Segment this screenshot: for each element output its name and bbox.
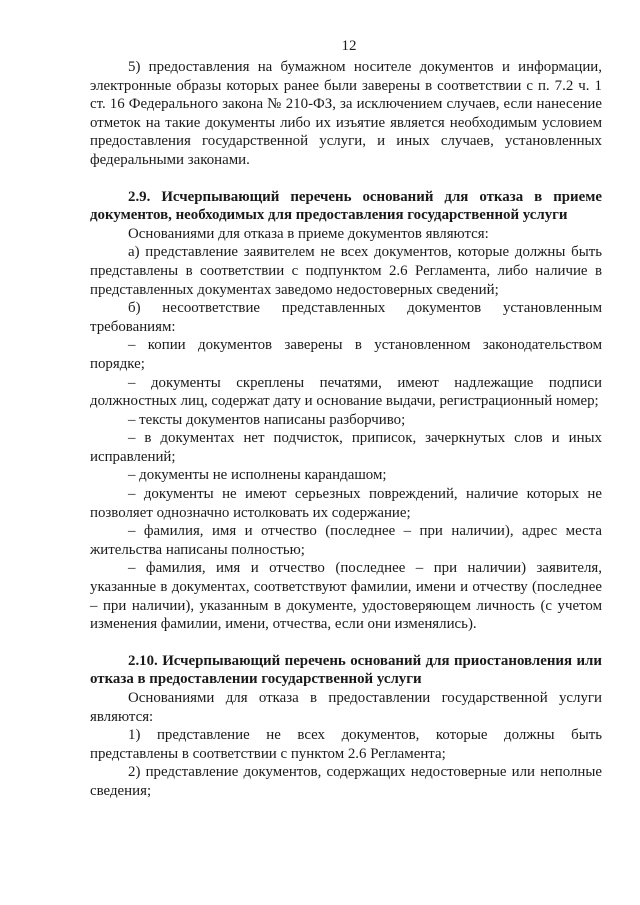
- paragraph-requirement-3: – тексты документов написаны разборчиво;: [128, 411, 406, 428]
- spacer: [90, 634, 602, 652]
- paragraph-2-9-item-a: а) представление заявителем не всех документов, которые должны быть представлены в соответствии с подпунктом 2.6 Регламента, либо наличие в представленных документах заведомо недостоверных сведений;: [90, 244, 602, 298]
- paragraph-requirement-7: – фамилия, имя и отчество (последнее – при наличии), адрес места жительства написаны полностью;: [90, 523, 602, 558]
- paragraph-2-9-intro: Основаниями для отказа в приеме документов являются:: [128, 225, 489, 242]
- paragraph-requirement-1: – копии документов заверены в установленном законодательством порядке;: [90, 337, 602, 372]
- page-number: 12: [341, 38, 357, 54]
- paragraph-requirement-2: – документы скреплены печатями, имеют надлежащие подписи должностных лиц, содержат дату и основание выдачи, регистрационный номер;: [90, 374, 602, 410]
- paragraph-requirement-5: – документы не исполнены карандашом;: [128, 467, 387, 484]
- paragraph-2-10-item-2: 2) представление документов, содержащих недостоверные или неполные сведения;: [90, 764, 602, 799]
- paragraph-item-5: 5) предоставления на бумажном носителе документов и информации, электронные образы которых ранее были заверены в соответствии с п. 7.2 ч. 1 ст. 16 Федерального закона № 210-ФЗ, за исключением случаев, если нанесение отметок на такие документы либо их изъятие является необходимым условием предоставления государственной услуги, и иных случаев, установленных федеральными законами.: [90, 59, 602, 168]
- paragraph-2-9-item-b: б) несоответствие представленных документов установленным требованиям:: [90, 300, 602, 335]
- section-heading-2-9: 2.9. Исчерпывающий перечень оснований для отказа в приеме документов, необходимых для предоставления государственной услуги: [90, 188, 602, 224]
- paragraph-requirement-8: – фамилия, имя и отчество (последнее – при наличии) заявителя, указанные в документах, соответствуют фамилии, имени и отчеству (последнее – при наличии), указанным в документе, удостоверяющем личность (с учетом изменения фамилии, имени, отчества, если они изменялись).: [90, 560, 602, 633]
- page-content: [90, 58, 602, 801]
- paragraph-requirement-4: – в документах нет подчисток, приписок, зачеркнутых слов и иных исправлений;: [90, 430, 602, 465]
- section-heading-2-10: 2.10. Исчерпывающий перечень оснований для приостановления или отказа в предоставлении государственной услуги: [90, 652, 602, 688]
- paragraph-requirement-6: – документы не имеют серьезных повреждений, наличие которых не позволяет однозначно истолковать их содержание;: [90, 486, 602, 521]
- spacer: [90, 170, 602, 188]
- paragraph-2-10-intro: Основаниями для отказа в предоставлении государственной услуги являются:: [90, 690, 602, 725]
- paragraph-2-10-item-1: 1) представление не всех документов, которые должны быть представлены в соответствии с пунктом 2.6 Регламента;: [90, 727, 602, 762]
